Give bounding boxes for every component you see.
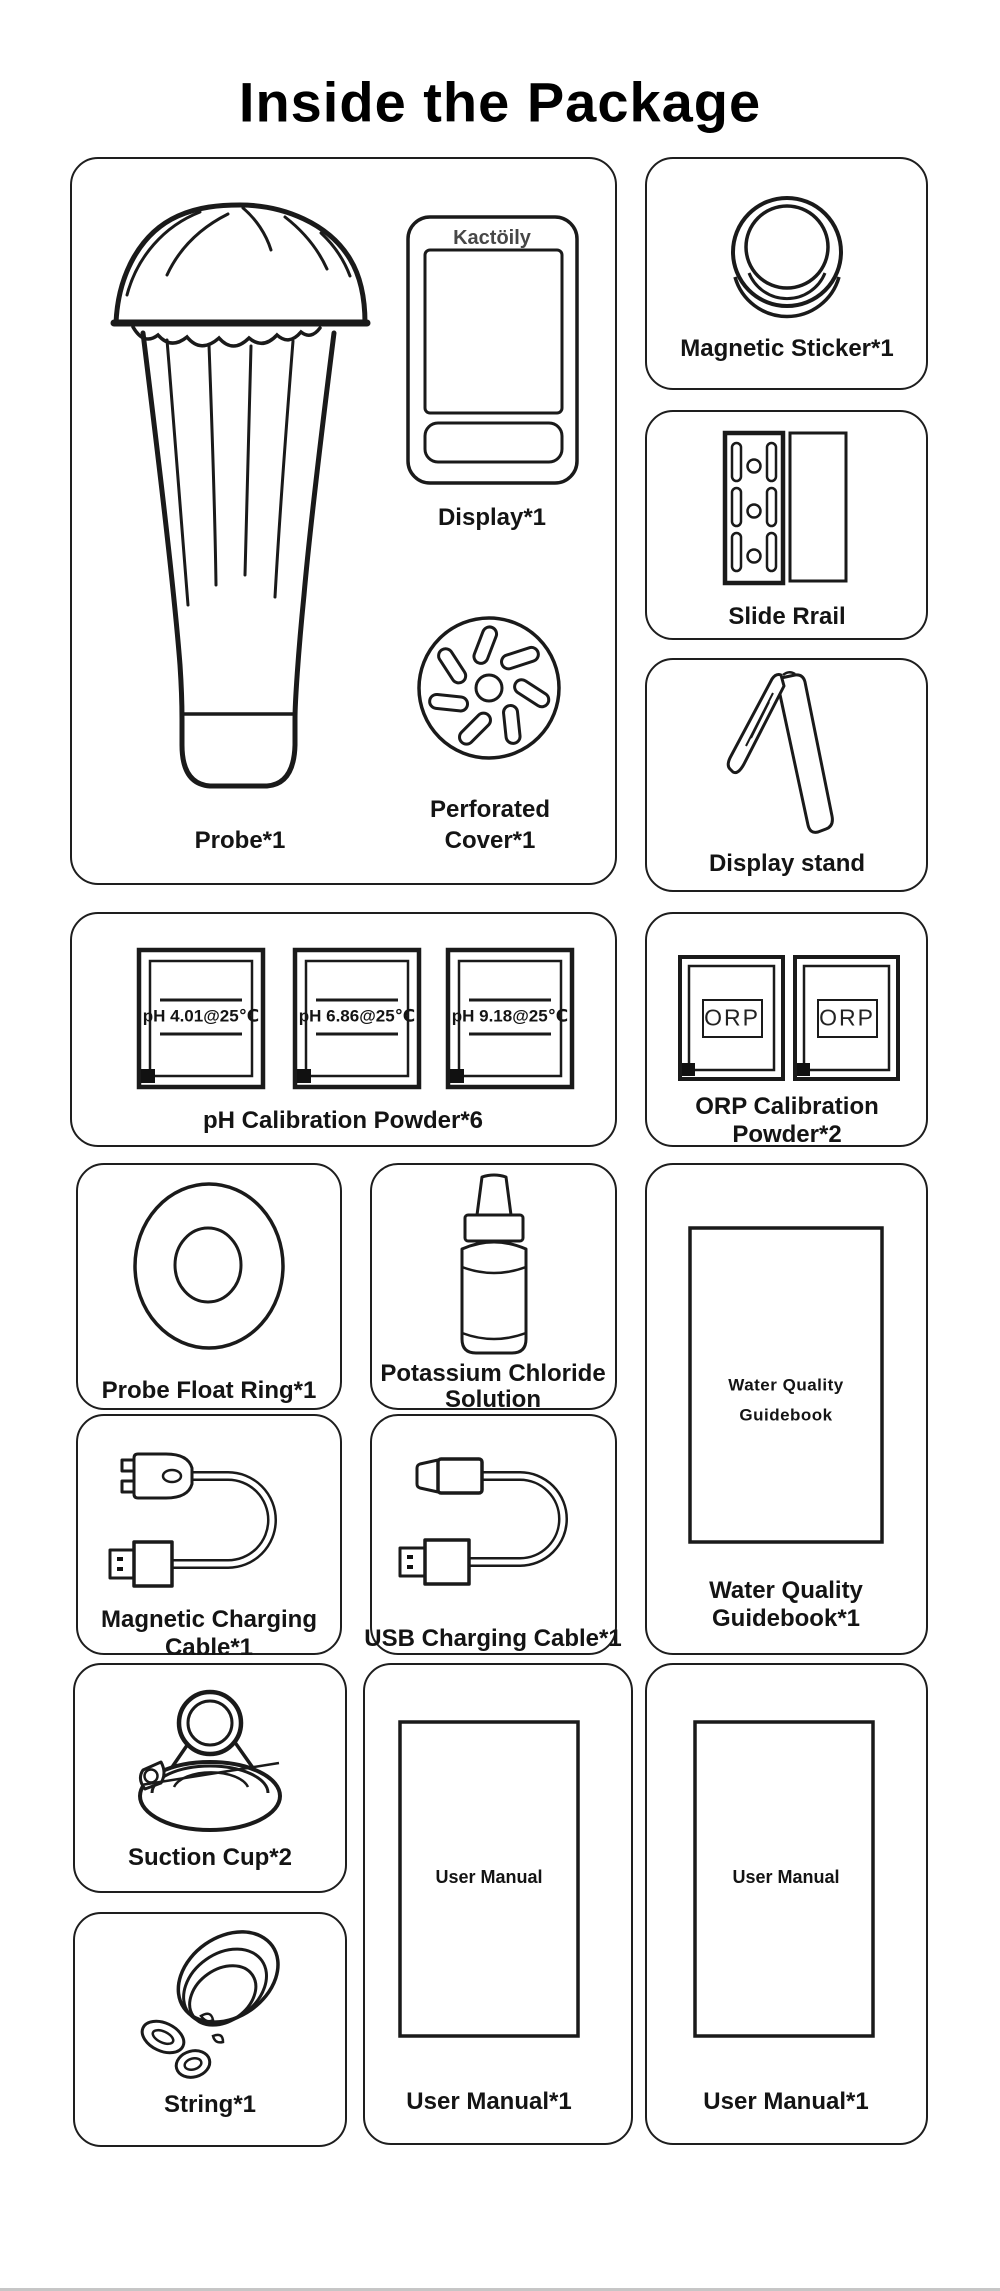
display-stand-illustration: [728, 672, 832, 832]
orp-label-line1: ORP Calibration: [695, 1092, 879, 1120]
user-manual-left-cover-text: User Manual: [435, 1867, 543, 1888]
magnetic-sticker-label: Magnetic Sticker*1: [680, 334, 894, 362]
perforated-cover-label-line2: Cover*1: [444, 826, 536, 854]
ph-packet-3-text: pH 9.18@25℃: [451, 1006, 569, 1026]
suction-cup-label: Suction Cup*2: [127, 1843, 293, 1871]
orp-packet-1-text: ORP: [704, 1004, 760, 1031]
magnetic-cable-illustration: [110, 1454, 272, 1586]
magnetic-sticker-illustration: [733, 198, 841, 316]
float-ring-illustration: [135, 1184, 283, 1348]
suction-cup-illustration: [140, 1692, 280, 1830]
kcl-label-line2: Solution: [445, 1385, 541, 1413]
user-manual-right-label: User Manual*1: [703, 2087, 869, 2115]
ph-calibration-powder-label: pH Calibration Powder*6: [202, 1106, 484, 1134]
string-label: String*1: [163, 2090, 257, 2118]
guidebook-label-line2: Guidebook*1: [711, 1604, 861, 1632]
ph-packet-2-text: pH 6.86@25℃: [298, 1006, 416, 1026]
display-brand-text: Kactöily: [453, 227, 531, 249]
magnetic-cable-label-line1: Magnetic Charging: [100, 1605, 318, 1633]
guidebook-cover-line2: Guidebook: [739, 1405, 833, 1425]
probe-float-ring-drawing: [76, 1163, 342, 1410]
usb-cable-label: USB Charging Cable*1: [364, 1624, 622, 1652]
orp-label-line2: Powder*2: [732, 1120, 842, 1148]
kcl-label-line1: Potassium Chloride: [380, 1359, 606, 1387]
user-manual-right-cover-text: User Manual: [732, 1867, 840, 1888]
magnetic-cable-label-line2: Cable*1: [164, 1633, 254, 1661]
string-illustration: [137, 1913, 295, 2081]
display-illustration: [408, 217, 577, 483]
perforated-cover-illustration: [419, 618, 559, 758]
guidebook-cover-line1: Water Quality: [728, 1375, 844, 1395]
usb-cable-drawing: [370, 1414, 617, 1655]
probe-float-ring-label: Probe Float Ring*1: [101, 1376, 317, 1404]
guidebook-label-line1: Water Quality: [709, 1576, 863, 1604]
slide-rail-label: Slide Rrail: [728, 602, 846, 630]
user-manual-right-drawing: [645, 1663, 928, 2145]
user-manual-left-label: User Manual*1: [406, 2087, 572, 2115]
probe-illustration: [114, 205, 367, 786]
kcl-bottle-illustration: [462, 1175, 526, 1353]
page-title: Inside the Package: [238, 70, 762, 134]
display-label: Display*1: [437, 503, 547, 531]
probe-label: Probe*1: [194, 826, 286, 854]
orp-packet-2-text: ORP: [819, 1004, 875, 1031]
display-stand-label: Display stand: [708, 849, 866, 877]
ph-packet-1-text: pH 4.01@25℃: [142, 1006, 260, 1026]
slide-rail-illustration: [725, 433, 846, 583]
usb-cable-illustration: [400, 1459, 563, 1584]
user-manual-left-drawing: [363, 1663, 633, 2145]
perforated-cover-label-line1: Perforated: [429, 795, 551, 823]
